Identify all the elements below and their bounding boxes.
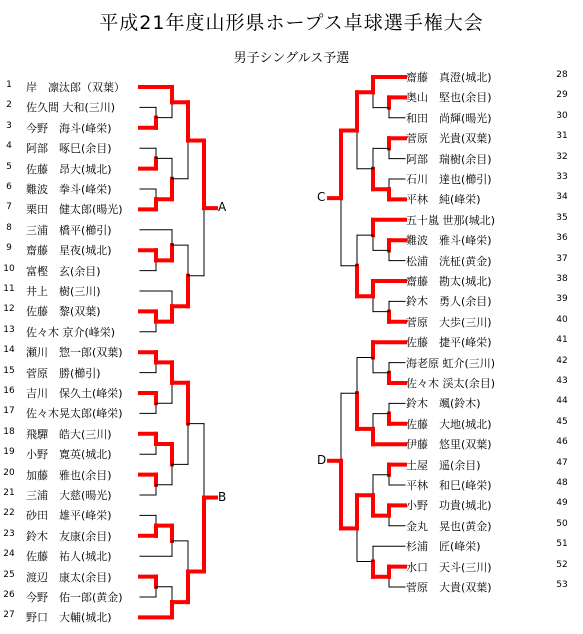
player-number: 24 (3, 549, 15, 560)
player-name: 菅原 大貴(双葉) (406, 581, 492, 594)
player-number: 8 (6, 222, 12, 233)
player-name: 菅原 勝(櫛引) (26, 366, 101, 380)
player-name: 杉浦 匠(峰栄) (406, 540, 481, 554)
pool-label-c: C (317, 190, 326, 205)
player-number: 32 (556, 151, 568, 162)
player-number: 30 (556, 110, 568, 121)
player-name: 渡辺 康太(余目) (26, 570, 112, 584)
player-number: 20 (3, 467, 15, 478)
player-number: 6 (6, 182, 12, 192)
player-name: 飛驒 皓大(三川) (26, 427, 112, 441)
player-number: 3 (6, 120, 12, 131)
player-name: 阿部 瑞樹(余目) (406, 152, 492, 166)
player-name: 鈴木 颯(鈴木) (406, 397, 481, 411)
player-number: 25 (3, 569, 15, 580)
player-number: 41 (556, 335, 568, 346)
player-name: 小野 功貴(城北) (406, 499, 492, 513)
player-number: 26 (3, 590, 15, 600)
player-number: 13 (3, 324, 15, 335)
player-name: 佐藤 黎(双葉) (26, 305, 101, 319)
player-number: 14 (3, 345, 15, 356)
player-name: 小野 寛英(城北) (26, 448, 112, 462)
player-name: 井上 樹(三川) (26, 285, 101, 298)
player-number: 19 (3, 447, 15, 458)
player-number: 28 (556, 70, 568, 80)
player-name: 齋藤 星夜(城北) (26, 244, 112, 258)
player-name: 奥山 堅也(余目) (406, 91, 492, 105)
player-number: 42 (556, 355, 568, 366)
player-name: 加藤 雅也(余目) (26, 468, 112, 482)
player-number: 5 (6, 161, 12, 172)
player-name: 水口 天斗(三川) (406, 560, 492, 574)
page-subtitle: 男子シングルス予選 (233, 51, 350, 66)
player-name: 鈴木 友康(余目) (26, 529, 112, 543)
player-name: 菅原 光貴(双葉) (406, 132, 492, 146)
player-name: 今野 佑一郎(黄金) (26, 591, 123, 604)
player-number: 15 (3, 365, 15, 376)
player-number: 18 (3, 426, 15, 437)
player-number: 51 (556, 539, 568, 550)
player-name: 富樫 玄(余目) (26, 264, 101, 278)
player-name: 和田 尚輝(暘光) (406, 111, 492, 125)
player-number: 9 (6, 243, 12, 254)
player-number: 22 (3, 508, 15, 519)
player-name: 伊藤 悠里(双葉) (406, 438, 492, 452)
player-number: 21 (3, 488, 15, 498)
player-name: 佐々木 渓太(余目) (406, 377, 496, 390)
player-name: 齋藤 真澄(城北) (406, 71, 492, 84)
player-number: 31 (556, 131, 568, 142)
player-number: 35 (556, 212, 568, 223)
player-name: 佐藤 昂大(城北) (26, 162, 112, 176)
player-number: 12 (3, 304, 15, 315)
player-name: 五十嵐 世那(城北) (406, 213, 496, 227)
player-number: 50 (556, 518, 568, 529)
player-number: 16 (3, 386, 15, 396)
player-name: 三浦 大慈(暘光) (26, 489, 112, 502)
player-name: 佐藤 捷平(峰栄) (406, 336, 492, 350)
player-name: 栗田 健太郎(暘光) (26, 203, 123, 217)
player-number: 11 (3, 284, 15, 294)
player-name: 平林 和巳(峰栄) (406, 479, 492, 492)
player-number: 29 (556, 90, 568, 101)
pool-label-b: B (218, 489, 227, 504)
player-number: 47 (556, 457, 568, 468)
player-name: 佐藤 大地(城北) (406, 417, 492, 431)
player-number: 37 (556, 253, 568, 264)
player-number: 49 (556, 498, 568, 509)
player-name: 佐久間 大和(三川) (26, 101, 116, 115)
player-name: 海老原 虹介(三川) (406, 356, 496, 370)
player-name: 阿部 啄巳(余目) (26, 142, 112, 156)
page-title: 平成21年度山形県ホープス卓球選手権大会 (99, 12, 484, 34)
player-number: 17 (3, 406, 15, 417)
player-name: 佐藤 祐人(城北) (26, 550, 112, 564)
player-name: 難波 雅斗(峰栄) (406, 234, 492, 248)
player-name: 吉川 保久土(峰栄) (26, 387, 123, 400)
player-number: 52 (556, 559, 568, 570)
player-name: 齋藤 勘太(城北) (406, 275, 492, 288)
player-name: 金丸 晃也(黄金) (406, 519, 492, 533)
player-number: 53 (556, 580, 568, 590)
player-number: 38 (556, 274, 568, 284)
player-number: 43 (556, 376, 568, 386)
player-number: 45 (556, 416, 568, 427)
player-number: 27 (3, 610, 15, 621)
player-name: 松浦 洸柾(黄金) (406, 254, 492, 268)
player-number: 2 (6, 100, 12, 111)
player-name: 砂田 雄平(峰栄) (26, 509, 112, 523)
player-number: 10 (3, 263, 15, 274)
player-name: 岸 凛汰郎（双葉） (26, 81, 125, 94)
player-number: 46 (556, 437, 568, 448)
player-number: 39 (556, 294, 568, 305)
player-name: 難波 拳斗(峰栄) (26, 183, 112, 196)
player-name: 佐々木晃太郎(峰栄) (26, 407, 123, 421)
pool-label-d: D (317, 452, 327, 467)
player-number: 34 (556, 192, 568, 203)
player-number: 36 (556, 233, 568, 244)
player-name: 今野 海斗(峰栄) (26, 121, 112, 135)
player-number: 7 (6, 202, 12, 213)
player-name: 石川 達也(櫛引) (406, 173, 492, 186)
player-number: 23 (3, 528, 15, 539)
player-name: 佐々木 京介(峰栄) (26, 325, 116, 339)
player-number: 44 (556, 396, 568, 407)
player-name: 三浦 橋平(櫛引) (26, 223, 112, 237)
player-name: 瀬川 惣一郎(双葉) (26, 346, 123, 360)
player-name: 平林 純(峰栄) (406, 193, 481, 207)
player-number: 48 (556, 478, 568, 488)
player-name: 土屋 遥(余目) (406, 458, 481, 472)
player-name: 鈴木 勇人(余目) (406, 295, 492, 309)
player-name: 野口 大輔(城北) (26, 611, 112, 625)
pool-label-a: A (218, 200, 227, 215)
player-number: 1 (6, 80, 12, 90)
player-number: 40 (556, 314, 568, 325)
player-number: 4 (6, 141, 12, 152)
player-name: 菅原 大歩(三川) (406, 315, 492, 329)
player-number: 33 (556, 172, 568, 182)
